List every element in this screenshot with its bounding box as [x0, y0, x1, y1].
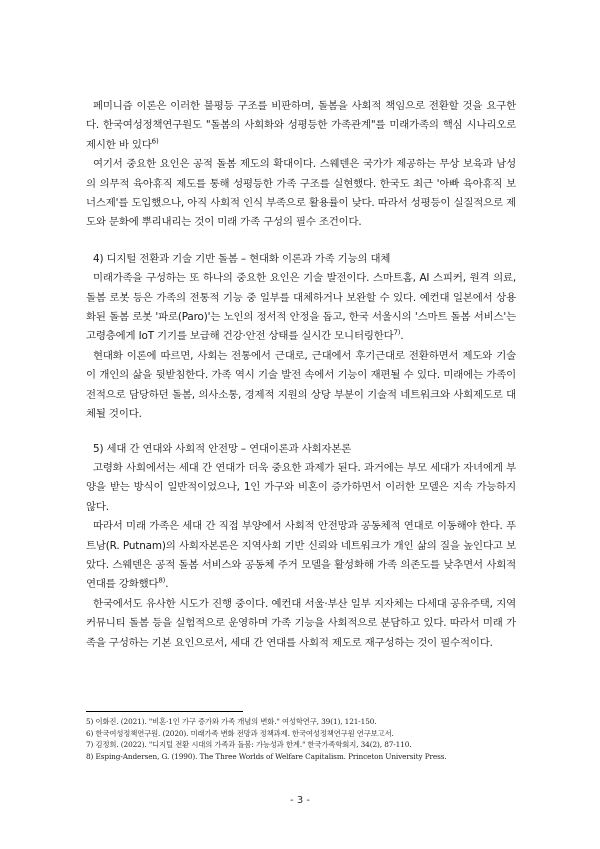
- paragraph-text: 페미니즘 이론은 이러한 불평등 구조를 비판하며, 돌봄을 사회적 책임으로 전환할 것을 요구한다. 한국여성정책연구원도 "돌봄의 사회화와 성평등한 가족관계"를 미래가족의 핵심 시나리오로 제시한 바 있다: [86, 100, 516, 151]
- footnote-ref-7: 7): [393, 329, 401, 337]
- paragraph-text: 미래가족을 구성하는 또 하나의 중요한 요인은 기술 발전이다. 스마트홈, AI 스피커, 원격 의료, 돌봄 로봇 등은 가족의 전통적 기능 중 일부를 대체하거나 보완할 수 있다. 예컨대 일본에서 상용화된 돌봄 로봇 '파로(Paro)'는 노인의 정서적 안정을 돕고, 한국 서울시의 '스마트 돌봄 서비스'는 고령층에게 IoT 기기를 보급해 건강·안전 상태를 실시간 모니터링한다: [86, 272, 516, 343]
- footnote-divider: [86, 711, 243, 712]
- paragraph-technology: [86, 269, 516, 347]
- paragraph-modernization: 현대화 이론에 따르면, 사회는 전통에서 근대로, 근대에서 후기근대로 전환하면서 제도와 기술이 개인의 삶을 뒷받침한다. 가족 역시 기술 발전 속에서 기능이 재편될 수 있다. 미래에는 가족이 전적으로 담당하던 돌봄, 의사소통, 경제적 지원의 상당 부분이 기술적 네트워크와 사회제도로 대체될 것이다.: [86, 349, 516, 421]
- footnote-5: 5) 이화진. (2021). "비혼·1인 가구 증가와 가족 개념의 변화." 여성학연구, 39(1), 121-150.: [86, 717, 377, 726]
- footnotes: [86, 716, 526, 762]
- page-number: - 3 -: [290, 795, 310, 806]
- body-text: [86, 97, 516, 653]
- section-heading-4: 4) 디지털 전환과 기술 기반 돌봄 – 현대화 이론과 가족 기능의 대체: [93, 252, 391, 265]
- paragraph-end: .: [400, 330, 404, 343]
- paragraph-text: 따라서 미래 가족은 세대 간 직접 부양에서 사회적 안전망과 공동체적 연대로 이동해야 한다. 푸트남(R. Putnam)의 사회자본론은 지역사회 기반 신뢰와 네트워크가 개인 삶의 질을 높인다고 보았다. 스웨덴은 공적 돌봄 서비스와 공동체 주거 모델을 활성화해 가족 의존도를 낮추면서 사회적 연대를 강화했다: [86, 520, 516, 591]
- footnote-7: 7) 김정희. (2022). "디지털 전환 시대의 가족과 돌봄: 가능성과 한계." 한국가족학회지, 34(2), 87-110.: [86, 740, 412, 750]
- section-heading-5: 5) 세대 간 연대와 사회적 안전망 – 연대이론과 사회자본론: [93, 442, 352, 455]
- footnote-6: 6) 한국여성정책연구원. (2020). 미래가족 변화 전망과 정책과제. 한국여성정책연구원 연구보고서.: [86, 728, 394, 738]
- paragraph-social-capital: [86, 517, 516, 595]
- footnote-8: 8) Esping-Andersen, G. (1990). The Three Worlds of Welfare Capitalism. Princeton University Press.: [86, 751, 447, 761]
- footnote-ref-6: 6): [151, 137, 159, 146]
- paragraph-feminism: [86, 97, 516, 155]
- paragraph-korea-examples: 한국에서도 유사한 시도가 진행 중이다. 예컨대 서울·부산 일부 지자체는 다세대 공유주택, 지역 커뮤니티 돌봄 등을 실험적으로 운영하며 가족 기능을 사회적으로 분담하고 있다. 따라서 미래 가족을 구성하는 기본 요인으로서, 세대 간 연대를 사회적 제도로 재구성하는 것이 필수적이다.: [86, 597, 516, 649]
- paragraph-public-care: 여기서 중요한 요인은 공적 돌봄 제도의 확대이다. 스웨덴은 국가가 제공하는 무상 보육과 남성의 의무적 육아휴직 제도를 통해 성평등한 가족 구조를 실현했다. 한국도 최근 '아빠 육아휴직 보너스제'를 도입했으나, 아직 사회적 인식 부족으로 활용률이 낮다. 따라서 성평등이 실질적으로 제도와 문화에 뿌리내리는 것이 미래 가족 구성의 필수 조건이다.: [86, 158, 516, 229]
- footnote-ref-8: 8): [158, 576, 166, 585]
- paragraph-end: .: [165, 578, 169, 591]
- paragraph-aging: 고령화 사회에서는 세대 간 연대가 더욱 중요한 과제가 된다. 과거에는 부모 세대가 자녀에게 부양을 받는 방식이 일반적이었으나, 1인 가구와 비혼이 증가하면서 이러한 모델은 지속 가능하지 않다.: [86, 461, 516, 513]
